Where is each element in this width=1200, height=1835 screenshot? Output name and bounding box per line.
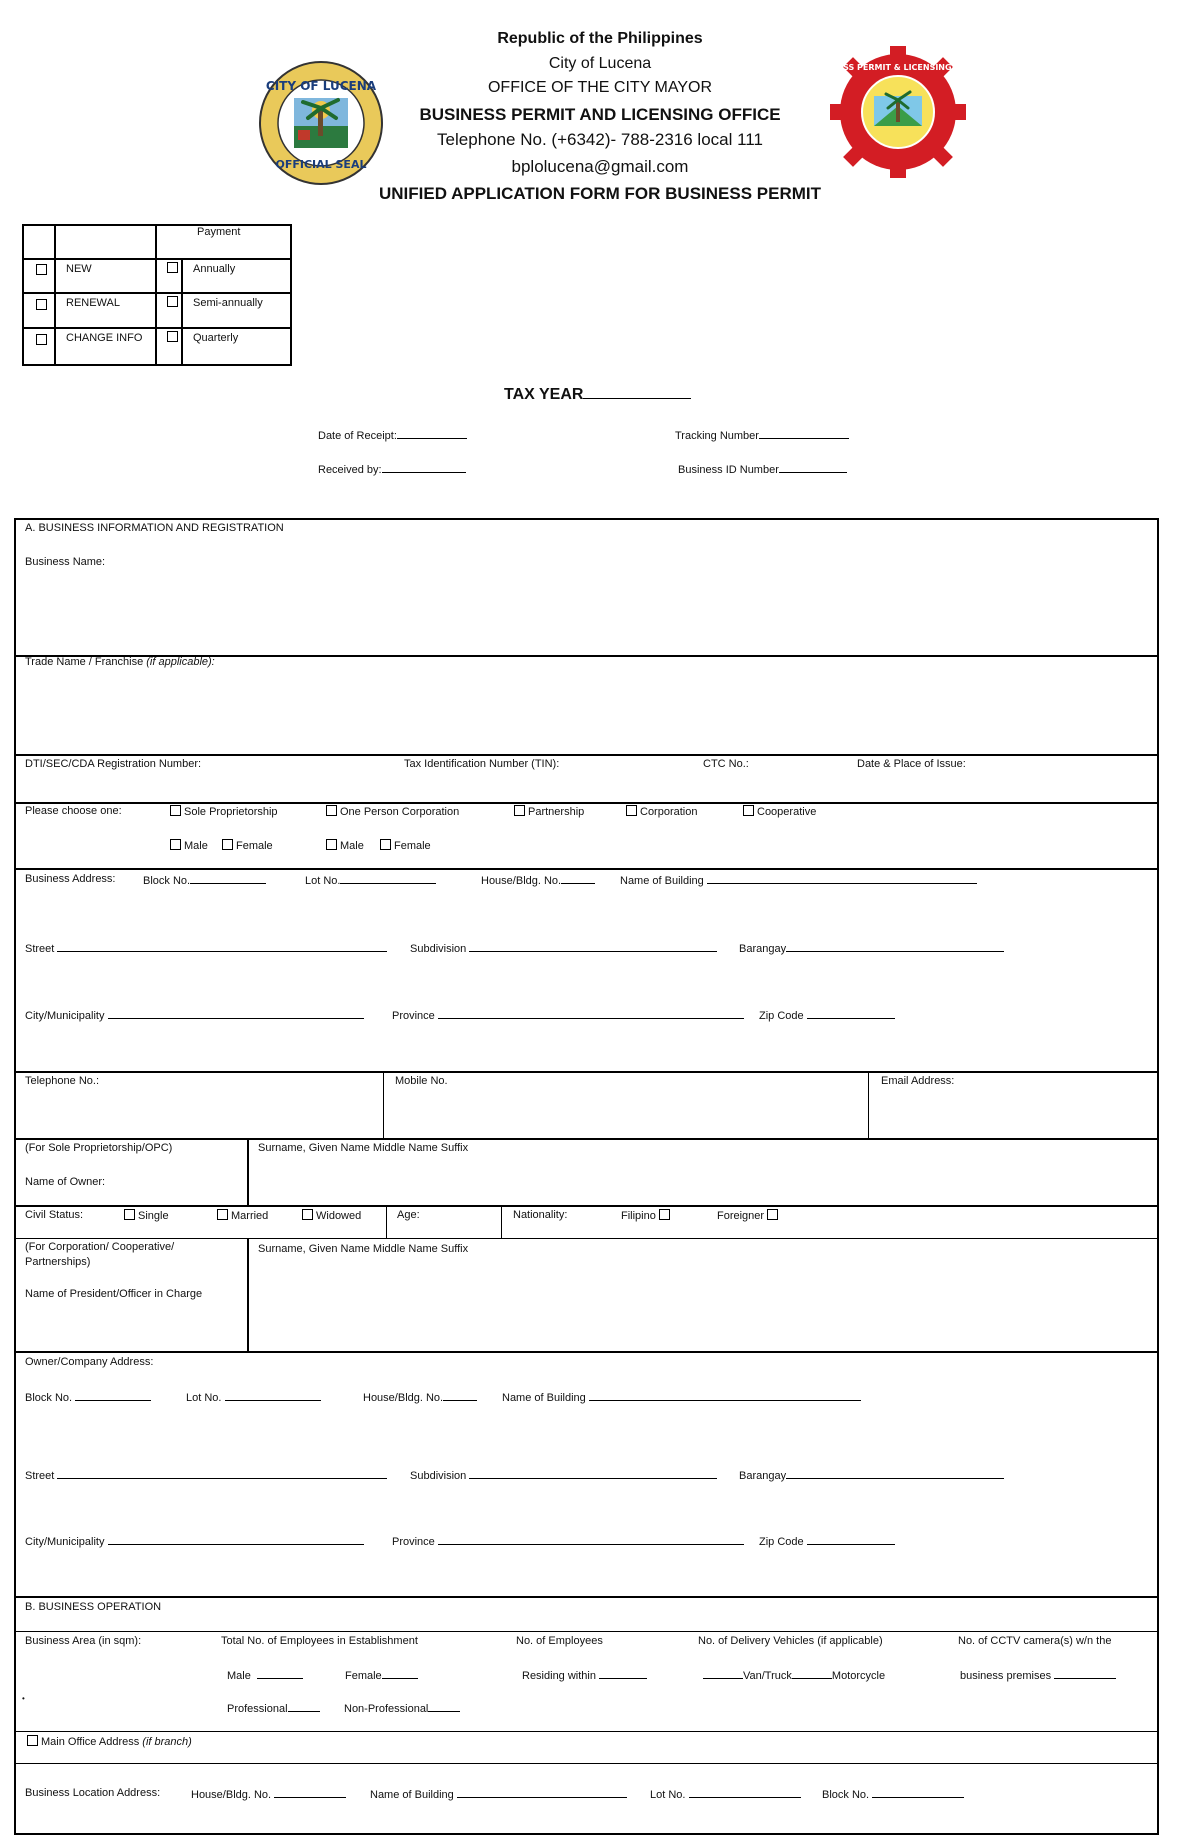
main-office-note: (if branch) bbox=[142, 1736, 192, 1748]
own-street-field[interactable] bbox=[57, 1468, 387, 1479]
loc-building-field[interactable] bbox=[457, 1787, 627, 1798]
renewal-label: RENEWAL bbox=[66, 297, 120, 309]
header-telephone: Telephone No. (+6342)- 788-2316 local 111 bbox=[437, 130, 763, 149]
non-professional-label: Non-Professional bbox=[344, 1703, 429, 1715]
professional-field[interactable] bbox=[288, 1701, 320, 1712]
date-place-label: Date & Place of Issue: bbox=[857, 758, 966, 770]
own-block-label: Block No. bbox=[25, 1392, 73, 1404]
emp-female-label: Female bbox=[345, 1670, 382, 1682]
opc-female-label: Female bbox=[394, 840, 431, 852]
biz-barangay bbox=[739, 941, 1004, 955]
opc-label: One Person Corporation bbox=[340, 806, 460, 818]
own-street bbox=[25, 1468, 387, 1482]
married-checkbox[interactable] bbox=[217, 1209, 228, 1220]
quarterly-label: Quarterly bbox=[193, 332, 239, 344]
tax-year-field[interactable] bbox=[583, 388, 691, 399]
loc-block-no bbox=[822, 1787, 964, 1801]
loc-lot-no bbox=[650, 1787, 801, 1801]
own-house-field[interactable] bbox=[443, 1390, 477, 1401]
header-republic: Republic of the Philippines bbox=[497, 30, 703, 47]
header-email: bplolucena@gmail.com bbox=[511, 157, 689, 176]
bplo-seal bbox=[809, 44, 987, 180]
telephone-field[interactable] bbox=[20, 1092, 376, 1132]
nationality-label: Nationality: bbox=[513, 1209, 568, 1221]
business-id-field[interactable] bbox=[779, 462, 847, 473]
opc-option[interactable] bbox=[326, 805, 459, 818]
trade-name-label bbox=[25, 656, 215, 668]
single-option[interactable] bbox=[124, 1209, 169, 1222]
tax-year bbox=[504, 386, 691, 404]
filipino-option[interactable] bbox=[621, 1209, 673, 1222]
business-name-field[interactable] bbox=[20, 574, 1150, 650]
mobile-label: Mobile No. bbox=[395, 1075, 448, 1087]
own-province-label: Province bbox=[392, 1536, 435, 1548]
cooperative-label: Cooperative bbox=[757, 806, 817, 818]
biz-zip-label: Zip Code bbox=[759, 1010, 804, 1022]
biz-block-label: Block No. bbox=[143, 875, 191, 887]
received-by bbox=[318, 462, 466, 476]
biz-province-label: Province bbox=[392, 1010, 435, 1022]
for-corp-label: (For Corporation/ Cooperative/ Partnerships) bbox=[25, 1241, 175, 1268]
trade-name-text: Trade Name / Franchise bbox=[25, 656, 144, 668]
sole-female-option[interactable] bbox=[222, 839, 273, 852]
professional-label: Professional bbox=[227, 1703, 288, 1715]
for-sole-label: (For Sole Proprietorship/OPC) bbox=[25, 1142, 173, 1154]
foreigner-option[interactable] bbox=[717, 1209, 781, 1222]
own-subdivision-label: Subdivision bbox=[410, 1470, 467, 1482]
loc-house-field[interactable] bbox=[274, 1787, 346, 1798]
quarterly-checkbox[interactable] bbox=[167, 331, 178, 342]
tin-label: Tax Identification Number (TIN): bbox=[404, 758, 560, 770]
business-address-row1 bbox=[25, 873, 116, 885]
emp-male-label: Male bbox=[227, 1670, 251, 1682]
biz-barangay-label: Barangay bbox=[739, 943, 787, 955]
change-info-checkbox[interactable] bbox=[36, 334, 47, 345]
sole-male-checkbox[interactable] bbox=[170, 839, 181, 850]
section-b-title: B. BUSINESS OPERATION bbox=[25, 1601, 162, 1613]
svg-text:CITY OF LUCENA: CITY OF LUCENA bbox=[265, 79, 377, 93]
main-office-checkbox[interactable] bbox=[27, 1735, 38, 1746]
trade-name-field[interactable] bbox=[20, 674, 1150, 750]
vehicles-row bbox=[703, 1668, 885, 1682]
header-office-bplo: BUSINESS PERMIT AND LICENSING OFFICE bbox=[419, 105, 781, 124]
trade-name-note: (if applicable): bbox=[146, 656, 215, 668]
biz-block-field[interactable] bbox=[190, 873, 266, 884]
professional bbox=[227, 1701, 320, 1715]
biz-barangay-field[interactable] bbox=[786, 941, 1004, 952]
own-city bbox=[25, 1534, 364, 1548]
renewal-checkbox[interactable] bbox=[36, 299, 47, 310]
biz-lot-field[interactable] bbox=[340, 873, 436, 884]
own-lot-label: Lot No. bbox=[186, 1392, 222, 1404]
loc-block-field[interactable] bbox=[872, 1787, 964, 1798]
sole-male-label: Male bbox=[184, 840, 208, 852]
biz-province-field[interactable] bbox=[438, 1008, 744, 1019]
business-premises bbox=[960, 1668, 1116, 1682]
single-checkbox[interactable] bbox=[124, 1209, 135, 1220]
own-zip-label: Zip Code bbox=[759, 1536, 804, 1548]
tax-year-label: TAX YEAR bbox=[504, 386, 584, 403]
foreigner-checkbox[interactable] bbox=[767, 1209, 778, 1220]
biz-lot-label: Lot No. bbox=[305, 875, 341, 887]
owner-address-label: Owner/Company Address: bbox=[25, 1356, 154, 1368]
own-subdivision-field[interactable] bbox=[469, 1468, 717, 1479]
name-of-owner-label: Name of Owner: bbox=[25, 1176, 106, 1188]
own-street-label: Street bbox=[25, 1470, 55, 1482]
opc-male-checkbox[interactable] bbox=[326, 839, 337, 850]
civil-status-label: Civil Status: bbox=[25, 1209, 84, 1221]
form-title: UNIFIED APPLICATION FORM FOR BUSINESS PERMIT bbox=[378, 184, 821, 203]
president-name-format: Surname, Given Name Middle Name Suffix bbox=[258, 1243, 469, 1255]
biz-lot-no bbox=[305, 873, 436, 887]
loc-house-no bbox=[191, 1787, 346, 1801]
header-city: City of Lucena bbox=[548, 55, 652, 72]
tracking-number-field[interactable] bbox=[759, 428, 849, 439]
semi-annually-checkbox[interactable] bbox=[167, 296, 178, 307]
biz-zip bbox=[759, 1008, 895, 1022]
semi-annually-label: Semi-annually bbox=[193, 297, 263, 309]
corporation-label: Corporation bbox=[640, 806, 698, 818]
van-truck-label: Van/Truck bbox=[743, 1670, 792, 1682]
telephone-label: Telephone No.: bbox=[25, 1075, 99, 1087]
choose-one-label: Please choose one: bbox=[25, 805, 122, 817]
own-zip-field[interactable] bbox=[807, 1534, 895, 1545]
biz-city bbox=[25, 1008, 364, 1022]
owner-name-field[interactable] bbox=[254, 1158, 1152, 1200]
opc-female-option[interactable] bbox=[380, 839, 431, 852]
sole-female-label: Female bbox=[236, 840, 273, 852]
widowed-checkbox[interactable] bbox=[302, 1209, 313, 1220]
non-professional bbox=[344, 1701, 460, 1715]
single-label: Single bbox=[138, 1210, 169, 1222]
opc-checkbox[interactable] bbox=[326, 805, 337, 816]
opc-male-option[interactable] bbox=[326, 839, 364, 852]
cctv-field[interactable] bbox=[1054, 1668, 1116, 1679]
opc-female-checkbox[interactable] bbox=[380, 839, 391, 850]
cctv-label: No. of CCTV camera(s) w/n the bbox=[958, 1635, 1112, 1647]
business-id-label: Business ID Number bbox=[678, 464, 779, 476]
married-option[interactable] bbox=[217, 1209, 268, 1222]
tracking-number bbox=[675, 428, 849, 442]
widowed-option[interactable] bbox=[302, 1209, 361, 1222]
sole-prop-option[interactable] bbox=[170, 805, 278, 818]
biz-building bbox=[620, 873, 977, 887]
cooperative-option[interactable] bbox=[743, 805, 816, 818]
annually-checkbox[interactable] bbox=[167, 262, 178, 273]
opc-male-label: Male bbox=[340, 840, 364, 852]
emp-female-field[interactable] bbox=[382, 1668, 418, 1679]
biz-province bbox=[392, 1008, 744, 1022]
biz-street bbox=[25, 941, 387, 955]
own-lot-field[interactable] bbox=[225, 1390, 321, 1401]
own-city-field[interactable] bbox=[108, 1534, 364, 1545]
date-of-receipt-field[interactable] bbox=[397, 428, 467, 439]
own-lot-no bbox=[186, 1390, 321, 1404]
loc-lot-label: Lot No. bbox=[650, 1789, 686, 1801]
mobile-field[interactable] bbox=[390, 1092, 860, 1132]
biz-block-no bbox=[143, 873, 266, 887]
annually-label: Annually bbox=[193, 263, 236, 275]
date-of-receipt bbox=[318, 428, 467, 442]
loc-house-label: House/Bldg. No. bbox=[191, 1789, 272, 1801]
own-building-field[interactable] bbox=[589, 1390, 861, 1401]
sole-prop-checkbox[interactable] bbox=[170, 805, 181, 816]
corporation-option[interactable] bbox=[626, 805, 697, 818]
dti-label: DTI/SEC/CDA Registration Number: bbox=[25, 758, 202, 770]
owner-name-format: Surname, Given Name Middle Name Suffix bbox=[258, 1142, 469, 1154]
residing-within-field[interactable] bbox=[599, 1668, 647, 1679]
bullet-mark: • bbox=[22, 1694, 25, 1703]
sole-male-option[interactable] bbox=[170, 839, 208, 852]
partnership-label: Partnership bbox=[528, 806, 585, 818]
delivery-vehicles-label: No. of Delivery Vehicles (if applicable) bbox=[698, 1635, 883, 1647]
email-field[interactable] bbox=[876, 1092, 1152, 1132]
own-building bbox=[502, 1390, 861, 1404]
business-location-label: Business Location Address: bbox=[25, 1787, 161, 1799]
loc-building bbox=[370, 1787, 627, 1801]
residing-within bbox=[522, 1668, 647, 1682]
own-barangay-label: Barangay bbox=[739, 1470, 787, 1482]
main-office-label: Main Office Address bbox=[41, 1736, 140, 1748]
loc-block-label: Block No. bbox=[822, 1789, 870, 1801]
cooperative-checkbox[interactable] bbox=[743, 805, 754, 816]
emp-male-field[interactable] bbox=[257, 1668, 303, 1679]
payment-header: Payment bbox=[197, 226, 241, 238]
biz-street-field[interactable] bbox=[57, 941, 387, 952]
biz-city-field[interactable] bbox=[108, 1008, 364, 1019]
header-office-mayor: OFFICE OF THE CITY MAYOR bbox=[487, 79, 712, 96]
biz-zip-field[interactable] bbox=[807, 1008, 895, 1019]
foreigner-label: Foreigner bbox=[717, 1210, 765, 1222]
non-professional-field[interactable] bbox=[428, 1701, 460, 1712]
own-province bbox=[392, 1534, 744, 1548]
ctc-label: CTC No.: bbox=[703, 758, 749, 770]
filipino-label: Filipino bbox=[621, 1210, 656, 1222]
president-name-field[interactable] bbox=[254, 1260, 1152, 1346]
business-name-label: Business Name: bbox=[25, 556, 106, 568]
loc-building-label: Name of Building bbox=[370, 1789, 454, 1801]
biz-house-label: House/Bldg. No. bbox=[481, 875, 562, 887]
motorcycle-label: Motorcycle bbox=[831, 1670, 886, 1682]
biz-house-field[interactable] bbox=[561, 873, 595, 884]
tracking-number-label: Tracking Number bbox=[675, 430, 759, 442]
received-by-field[interactable] bbox=[382, 462, 466, 473]
own-house-no bbox=[363, 1390, 477, 1404]
residing-within-label: Residing within bbox=[522, 1670, 596, 1682]
business-address-label: Business Address: bbox=[25, 873, 116, 885]
own-province-field[interactable] bbox=[438, 1534, 744, 1545]
van-truck-field[interactable] bbox=[703, 1668, 743, 1679]
own-zip bbox=[759, 1534, 895, 1548]
biz-subdivision-field[interactable] bbox=[469, 941, 717, 952]
biz-city-label: City/Municipality bbox=[25, 1010, 105, 1022]
emp-female bbox=[345, 1668, 418, 1682]
business-id-number bbox=[678, 462, 847, 476]
biz-house-no bbox=[481, 873, 595, 887]
date-of-receipt-label: Date of Receipt: bbox=[318, 430, 397, 442]
own-block-no bbox=[25, 1390, 151, 1404]
new-checkbox[interactable] bbox=[36, 264, 47, 275]
own-block-field[interactable] bbox=[75, 1390, 151, 1401]
own-city-label: City/Municipality bbox=[25, 1536, 105, 1548]
main-office-option[interactable] bbox=[27, 1735, 192, 1748]
biz-subdivision bbox=[410, 941, 717, 955]
svg-text:OFFICIAL SEAL: OFFICIAL SEAL bbox=[275, 158, 367, 171]
loc-lot-field[interactable] bbox=[689, 1787, 801, 1798]
total-employees-label: Total No. of Employees in Establishment bbox=[221, 1635, 418, 1647]
sole-prop-label: Sole Proprietorship bbox=[184, 806, 278, 818]
widowed-label: Widowed bbox=[316, 1210, 362, 1222]
biz-building-label: Name of Building bbox=[620, 875, 704, 887]
name-president-label: Name of President/Officer in Charge bbox=[25, 1288, 203, 1300]
biz-subdivision-label: Subdivision bbox=[410, 943, 467, 955]
own-subdivision bbox=[410, 1468, 717, 1482]
biz-building-field[interactable] bbox=[707, 873, 977, 884]
own-barangay-field[interactable] bbox=[786, 1468, 1004, 1479]
business-premises-label: business premises bbox=[960, 1670, 1052, 1682]
own-building-label: Name of Building bbox=[502, 1392, 586, 1404]
new-label: NEW bbox=[66, 263, 92, 275]
own-house-label: House/Bldg. No. bbox=[363, 1392, 444, 1404]
filipino-checkbox[interactable] bbox=[659, 1209, 670, 1220]
married-label: Married bbox=[231, 1210, 269, 1222]
email-label: Email Address: bbox=[881, 1075, 955, 1087]
section-a-title: A. BUSINESS INFORMATION AND REGISTRATION bbox=[25, 522, 284, 534]
biz-street-label: Street bbox=[25, 943, 55, 955]
age-label: Age: bbox=[397, 1209, 420, 1221]
partnership-checkbox[interactable] bbox=[514, 805, 525, 816]
svg-text:BUSINESS PERMIT & LICENSING OF: BUSINESS PERMIT & LICENSING OFFICE bbox=[809, 63, 987, 72]
change-info-label: CHANGE INFO bbox=[66, 332, 143, 344]
business-area-label: Business Area (in sqm): bbox=[25, 1635, 142, 1647]
sole-female-checkbox[interactable] bbox=[222, 839, 233, 850]
own-barangay bbox=[739, 1468, 1004, 1482]
no-employees-label: No. of Employees bbox=[516, 1635, 603, 1647]
corporation-checkbox[interactable] bbox=[626, 805, 637, 816]
received-by-label: Received by: bbox=[318, 464, 382, 476]
emp-male bbox=[227, 1668, 303, 1682]
motorcycle-field[interactable] bbox=[792, 1668, 832, 1679]
partnership-option[interactable] bbox=[514, 805, 584, 818]
